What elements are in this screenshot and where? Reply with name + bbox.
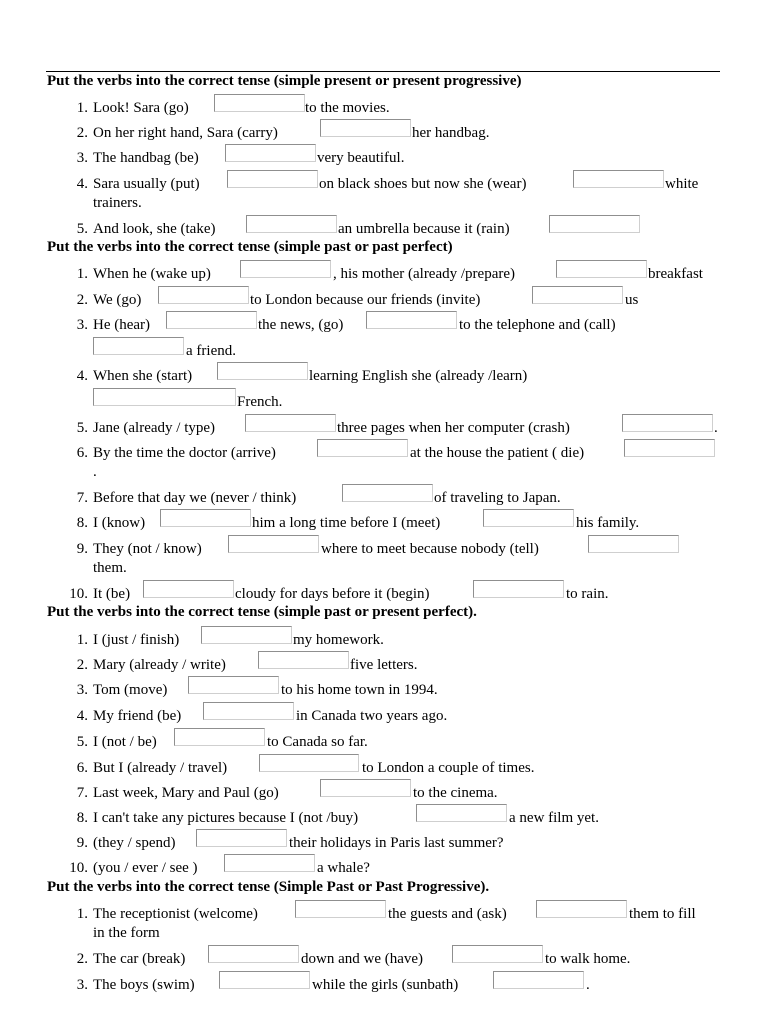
answer-input[interactable] [483, 509, 574, 527]
list-item [0, 630, 768, 650]
item-number: 9. [76, 541, 88, 557]
item-text: Tom (move) [93, 682, 168, 698]
list-item [0, 904, 768, 924]
item-text: He (hear) [93, 317, 151, 333]
item-text: my homework. [293, 632, 384, 648]
item-number: 2. [76, 125, 88, 141]
list-item [0, 949, 768, 969]
answer-input[interactable] [208, 945, 299, 963]
item-text: where to meet because nobody (tell) [321, 541, 539, 557]
item-text: I (know) [93, 515, 146, 531]
answer-input[interactable] [217, 362, 308, 380]
item-text: three pages when her computer (crash) [337, 420, 570, 436]
item-number: 1. [76, 906, 88, 922]
list-item [0, 366, 768, 386]
item-text: on black shoes but now she (wear) [319, 176, 527, 192]
item-number: 10. [69, 860, 88, 876]
answer-input[interactable] [158, 286, 249, 304]
item-text: . [586, 977, 590, 993]
answer-input[interactable] [320, 779, 411, 797]
answer-input[interactable] [549, 215, 640, 233]
item-continuation: in the form [93, 925, 160, 941]
answer-input[interactable] [214, 94, 305, 112]
answer-input[interactable] [160, 509, 251, 527]
answer-input[interactable] [93, 388, 236, 406]
item-text: learning English she (already /learn) [309, 368, 528, 384]
item-number: 5. [76, 221, 88, 237]
item-text: They (not / know) [93, 541, 202, 557]
item-number: 6. [76, 760, 88, 776]
list-item [0, 539, 768, 559]
item-text: their holidays in Paris last summer? [289, 835, 504, 851]
item-number: 7. [76, 490, 88, 506]
item-text: (you / ever / see ) [93, 860, 198, 876]
section-title: Put the verbs into the correct tense (simple present or present progressive) [47, 73, 522, 89]
answer-input[interactable] [258, 651, 349, 669]
list-item [0, 833, 768, 853]
item-text: to the cinema. [413, 785, 498, 801]
answer-input[interactable] [174, 728, 265, 746]
item-text: The car (break) [93, 951, 186, 967]
list-item [0, 174, 768, 194]
list-item-continuation [0, 341, 768, 361]
answer-input[interactable] [203, 702, 294, 720]
item-text: Mary (already / write) [93, 657, 226, 673]
item-number: 1. [76, 266, 88, 282]
item-number: 4. [76, 708, 88, 724]
item-text: white [665, 176, 699, 192]
item-text: Before that day we (never / think) [93, 490, 297, 506]
item-number: 3. [76, 682, 88, 698]
item-number: 8. [76, 810, 88, 826]
item-text: It (be) [93, 586, 131, 602]
list-item [0, 443, 768, 463]
item-text: to Canada so far. [267, 734, 368, 750]
item-text: him a long time before I (meet) [252, 515, 441, 531]
answer-input[interactable] [188, 676, 279, 694]
answer-input[interactable] [201, 626, 292, 644]
answer-input[interactable] [536, 900, 627, 918]
item-text: her handbag. [412, 125, 490, 141]
answer-input[interactable] [320, 119, 411, 137]
item-number: 1. [76, 100, 88, 116]
section-title: Put the verbs into the correct tense (Simple Past or Past Progressive). [47, 879, 490, 895]
list-item [0, 858, 768, 878]
answer-input[interactable] [259, 754, 359, 772]
list-item [0, 219, 768, 239]
item-text: By the time the doctor (arrive) [93, 445, 276, 461]
answer-input[interactable] [224, 854, 315, 872]
item-number: 3. [76, 317, 88, 333]
list-item [0, 513, 768, 533]
item-number: 6. [76, 445, 88, 461]
item-text: the news, (go) [258, 317, 344, 333]
answer-input[interactable] [228, 535, 319, 553]
item-text: at the house the patient ( die) [410, 445, 585, 461]
item-text: while the girls (sunbath) [312, 977, 459, 993]
answer-input[interactable] [342, 484, 433, 502]
item-text: five letters. [350, 657, 418, 673]
item-text: And look, she (take) [93, 221, 216, 237]
item-text: to the movies. [305, 100, 390, 116]
list-item [0, 488, 768, 508]
item-number: 7. [76, 785, 88, 801]
item-text: to London because our friends (invite) [250, 292, 481, 308]
item-text: an umbrella because it (rain) [338, 221, 510, 237]
item-text: his family. [576, 515, 640, 531]
item-text: in Canada two years ago. [296, 708, 448, 724]
item-text: When he (wake up) [93, 266, 211, 282]
item-text: I (not / be) [93, 734, 157, 750]
answer-input[interactable] [624, 439, 715, 457]
item-number: 4. [76, 368, 88, 384]
item-text: The boys (swim) [93, 977, 195, 993]
list-item [0, 732, 768, 752]
item-text: us [625, 292, 639, 308]
answer-input[interactable] [573, 170, 664, 188]
item-text: to his home town in 1994. [281, 682, 438, 698]
answer-input[interactable] [219, 971, 310, 989]
item-text: The handbag (be) [93, 150, 199, 166]
item-text: (they / spend) [93, 835, 176, 851]
item-number: 10. [69, 586, 88, 602]
item-number: 8. [76, 515, 88, 531]
item-text: of traveling to Japan. [434, 490, 561, 506]
item-continuation: trainers. [93, 195, 142, 211]
item-text: Look! Sara (go) [93, 100, 189, 116]
answer-input[interactable] [366, 311, 457, 329]
list-item [0, 975, 768, 995]
list-item [0, 680, 768, 700]
item-text: But I (already / travel) [93, 760, 228, 776]
list-item [0, 706, 768, 726]
answer-input[interactable] [473, 580, 564, 598]
item-text: them to fill [629, 906, 696, 922]
answer-input[interactable] [245, 414, 336, 432]
answer-input[interactable] [246, 215, 337, 233]
answer-input[interactable] [452, 945, 543, 963]
answer-input[interactable] [556, 260, 647, 278]
item-text: I can't take any pictures because I (not /buy) [93, 810, 359, 826]
list-item [0, 418, 768, 438]
list-item [0, 98, 768, 118]
item-number: 5. [76, 734, 88, 750]
answer-input[interactable] [166, 311, 257, 329]
item-continuation: . [93, 464, 97, 480]
list-item [0, 808, 768, 828]
item-text: Last week, Mary and Paul (go) [93, 785, 279, 801]
item-number: 2. [76, 657, 88, 673]
item-text: a whale? [317, 860, 370, 876]
item-text: breakfast [648, 266, 703, 282]
answer-input[interactable] [93, 337, 184, 355]
item-text: to rain. [566, 586, 609, 602]
item-text: On her right hand, Sara (carry) [93, 125, 278, 141]
top-rule [46, 71, 720, 72]
answer-input[interactable] [240, 260, 331, 278]
answer-input[interactable] [493, 971, 584, 989]
item-number: 2. [76, 951, 88, 967]
item-continuation: them. [93, 560, 127, 576]
item-number: 3. [76, 977, 88, 993]
answer-input[interactable] [295, 900, 386, 918]
item-number: 4. [76, 176, 88, 192]
item-number: 1. [76, 632, 88, 648]
item-text: to the telephone and (call) [459, 317, 616, 333]
item-number: 9. [76, 835, 88, 851]
item-text: to walk home. [545, 951, 631, 967]
answer-input[interactable] [416, 804, 507, 822]
answer-input[interactable] [143, 580, 234, 598]
list-item [0, 783, 768, 803]
list-item [0, 123, 768, 143]
list-item-continuation [0, 392, 768, 412]
item-text: French. [237, 394, 283, 410]
answer-input[interactable] [227, 170, 318, 188]
item-text: The receptionist (welcome) [93, 906, 258, 922]
item-number: 5. [76, 420, 88, 436]
list-item [0, 758, 768, 778]
answer-input[interactable] [225, 144, 316, 162]
item-text: to London a couple of times. [362, 760, 535, 776]
item-text: Sara usually (put) [93, 176, 200, 192]
item-text: very beautiful. [317, 150, 405, 166]
item-number: 3. [76, 150, 88, 166]
item-text: When she (start) [93, 368, 193, 384]
list-item [0, 148, 768, 168]
item-text: I (just / finish) [93, 632, 180, 648]
item-text: Jane (already / type) [93, 420, 216, 436]
list-item [0, 315, 768, 335]
item-number: 2. [76, 292, 88, 308]
section-title: Put the verbs into the correct tense (simple past or present perfect). [47, 604, 477, 620]
list-item [0, 655, 768, 675]
item-text: the guests and (ask) [388, 906, 507, 922]
item-text: down and we (have) [301, 951, 424, 967]
list-item [0, 584, 768, 604]
answer-input[interactable] [588, 535, 679, 553]
item-text: a friend. [186, 343, 236, 359]
list-item [0, 264, 768, 284]
section-title: Put the verbs into the correct tense (simple past or past perfect) [47, 239, 453, 255]
answer-input[interactable] [532, 286, 623, 304]
list-item [0, 290, 768, 310]
answer-input[interactable] [196, 829, 287, 847]
item-text: We (go) [93, 292, 142, 308]
answer-input[interactable] [317, 439, 408, 457]
answer-input[interactable] [622, 414, 713, 432]
item-text: . [714, 420, 718, 436]
item-text: My friend (be) [93, 708, 182, 724]
item-text: a new film yet. [509, 810, 599, 826]
item-text: cloudy for days before it (begin) [235, 586, 430, 602]
item-text: , his mother (already /prepare) [333, 266, 515, 282]
